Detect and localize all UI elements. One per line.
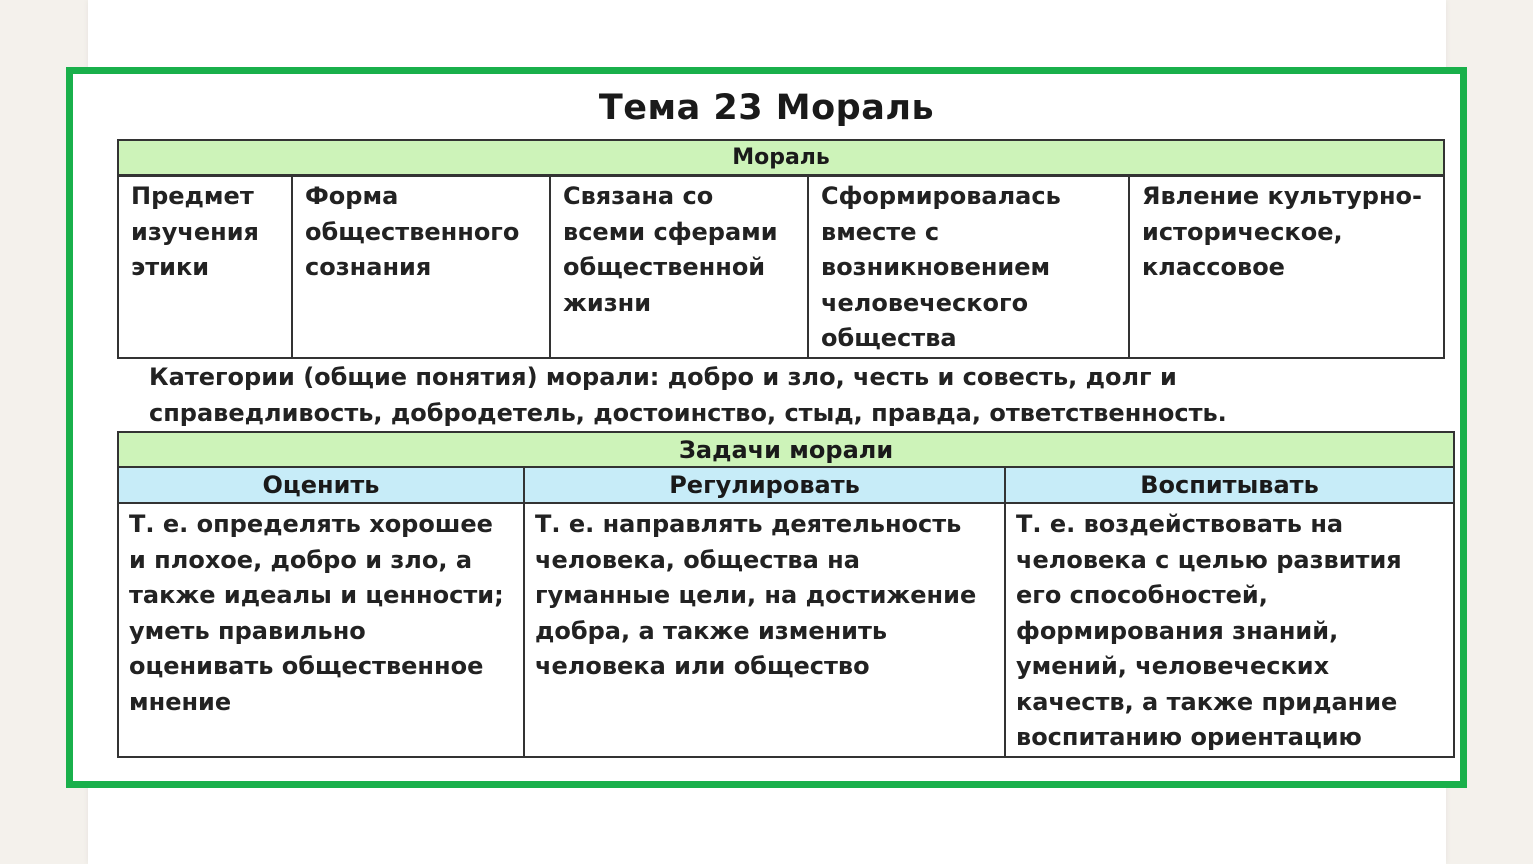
task-title-evaluate: Оценить bbox=[118, 467, 524, 503]
task-text-evaluate: Т. е. определять хорошее и плохое, добро и зло, а также идеалы и ценности; уметь правильно оценивать общественное мнение bbox=[118, 503, 524, 757]
morality-cell-spheres: Связана со всеми сферами общественной жизни bbox=[550, 176, 808, 358]
slide-frame bbox=[66, 67, 1467, 788]
task-title-regulate: Регулировать bbox=[524, 467, 1005, 503]
categories-text: Категории (общие понятия) морали: добро и зло, честь и совесть, долг и справедливость, добродетель, достоинство, стыд, правда, ответственность. bbox=[149, 363, 1227, 427]
task-title-educate: Воспитывать bbox=[1005, 467, 1454, 503]
morality-cell-form: Форма общественного сознания bbox=[292, 176, 550, 358]
cropped-text-line bbox=[145, 774, 1325, 788]
morality-table bbox=[117, 139, 1445, 359]
task-text-regulate: Т. е. направлять деятельность человека, общества на гуманные цели, на достижение добра, а также изменить человека или общество bbox=[524, 503, 1005, 757]
task-text-educate: Т. е. воздействовать на человека с целью развития его способностей, формирования знаний, умений, человеческих качеств, а также придание воспитанию ориентацию bbox=[1005, 503, 1454, 757]
morality-cell-origin: Сформировалась вместе с возникновением человеческого общества bbox=[808, 176, 1129, 358]
morality-cell-subject: Предмет изучения этики bbox=[118, 176, 292, 358]
morality-cell-phenomenon: Явление культурно-историческое, классовое bbox=[1129, 176, 1444, 358]
page-title: Тема 23 Мораль bbox=[598, 88, 935, 128]
tasks-table bbox=[117, 431, 1455, 758]
tasks-table-header: Задачи морали bbox=[118, 432, 1454, 467]
morality-table-header: Мораль bbox=[118, 140, 1444, 176]
